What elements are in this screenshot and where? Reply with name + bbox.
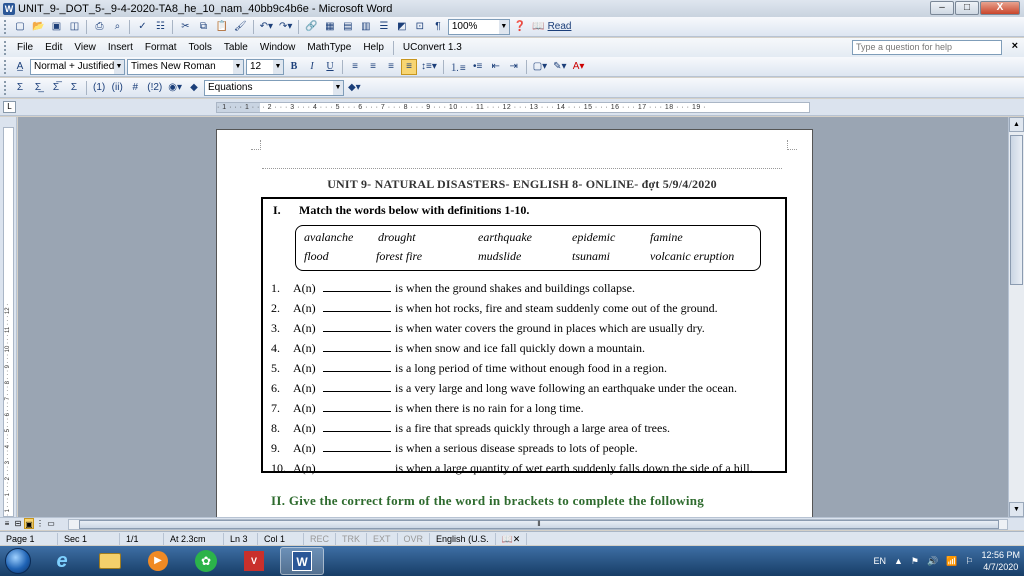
undo-icon[interactable]: ↶▾ xyxy=(259,21,274,32)
status-trk[interactable]: TRK xyxy=(336,533,367,545)
answer-blank[interactable] xyxy=(323,362,391,372)
media-player-icon[interactable]: ▶ xyxy=(136,547,180,575)
vertical-ruler[interactable]: · 1 · · · 1 · · · 2 · · · 3 · · · 4 · · · 5 · · · 6 · · · 7 · · · 8 · · · 9 · · · 10 · · · 11 · · · 12 · xyxy=(3,127,14,517)
paste-icon[interactable]: 📋 xyxy=(215,21,228,32)
font-color-icon[interactable]: A▾ xyxy=(572,61,585,72)
chevron-down-icon: ▼ xyxy=(333,81,343,95)
zoom-select[interactable]: 100% ▼ xyxy=(448,19,510,35)
horizontal-ruler[interactable]: · 1 · · · 1 · · · 2 · · · 3 · · · 4 · · · 5 · · · 6 · · · 7 · · · 8 · · · 9 · · · 10 · · · 11 · · · 12 · · · 13 · · · 14 · · · 15 · · · 16 · · · 17 · · · 18 · · · 19 · xyxy=(216,102,810,113)
spelling-status-icon[interactable]: 📖✕ xyxy=(496,533,528,545)
menu-mathtype[interactable]: MathType xyxy=(307,42,352,53)
sum-box-icon[interactable]: Σ̲ xyxy=(34,82,42,93)
decrease-indent-icon[interactable]: ⇤ xyxy=(491,61,500,72)
mathtype-icon[interactable]: ◉▾ xyxy=(168,82,182,93)
open-folder-icon[interactable]: 📂 xyxy=(32,21,45,32)
app-green-icon[interactable]: ✿ xyxy=(184,547,228,575)
styles-pane-icon[interactable]: A̲ xyxy=(16,61,24,72)
language-indicator[interactable]: EN xyxy=(873,556,886,566)
scroll-down-icon[interactable]: ▼ xyxy=(1009,502,1024,517)
answer-blank[interactable] xyxy=(323,422,391,432)
increase-indent-icon[interactable]: ⇥ xyxy=(509,61,518,72)
bullets-icon[interactable]: •≡ xyxy=(473,61,483,72)
status-line: Ln 3 xyxy=(224,533,258,545)
drawing-icon[interactable]: ◩ xyxy=(397,21,407,32)
update-equation-icon[interactable]: (!2) xyxy=(147,82,163,93)
title-bar xyxy=(0,0,1024,17)
taskbar xyxy=(0,546,1024,576)
sum-outline-icon[interactable]: Σ xyxy=(70,82,78,93)
show-hide-icon[interactable]: ¶ xyxy=(435,21,441,32)
definition-item: 9. A(n) is when a serious disease spreads to lots of people. xyxy=(271,441,638,455)
format-painter-icon[interactable]: 🖌 xyxy=(233,21,247,32)
line-spacing-icon[interactable]: ↕≡▾ xyxy=(421,61,437,72)
answer-blank[interactable] xyxy=(323,442,391,452)
horizontal-scrollbar-thumb[interactable]: ⫴ xyxy=(79,520,999,529)
numbering-icon[interactable]: ⒈≡ xyxy=(449,63,466,74)
toolbar-grip[interactable] xyxy=(4,20,7,34)
align-left-icon[interactable]: ≡ xyxy=(352,61,358,72)
status-at: At 2.3cm xyxy=(164,533,224,545)
answer-blank[interactable] xyxy=(323,462,391,472)
word-bank xyxy=(295,225,761,271)
equations-style-icon[interactable]: ◆ xyxy=(190,82,198,93)
align-right-icon[interactable]: ≡ xyxy=(388,61,394,72)
word-bank-item: mudslide xyxy=(478,249,522,263)
vertical-ruler-bar xyxy=(0,117,17,517)
window-title: UNIT_9-_DOT_5-_9-4-2020-TA8_he_10_nam_40bb9c4b6e - Microsoft Word xyxy=(18,2,393,15)
insert-excel-icon[interactable]: ▥ xyxy=(361,21,371,32)
print-layout-icon[interactable]: ▣ xyxy=(25,520,33,529)
font-size-select[interactable]: 12 ▼ xyxy=(246,59,284,75)
menu-help[interactable]: Help xyxy=(363,42,384,53)
answer-blank[interactable] xyxy=(323,282,391,292)
chevron-down-icon: ▼ xyxy=(273,60,283,74)
definition-item: 4. A(n) is when snow and ice fall quickly down a mountain. xyxy=(271,341,645,355)
menu-format[interactable]: Format xyxy=(144,42,177,53)
volume-icon[interactable]: 🔊 xyxy=(926,555,939,566)
menu-view[interactable]: View xyxy=(74,42,96,53)
definition-item: 5. A(n) is a long period of time without enough food in a region. xyxy=(271,361,667,375)
outline-view-icon[interactable]: ⋮ xyxy=(36,519,44,528)
start-button[interactable] xyxy=(0,546,36,576)
section1-heading: I. Match the words below with definitions 1-10. xyxy=(273,203,530,217)
horizontal-scroll-area xyxy=(0,517,1024,530)
numbering-equation-icon[interactable]: (1) xyxy=(93,82,106,93)
sum-icon[interactable]: Σ xyxy=(16,82,24,93)
word-bank-item: famine xyxy=(650,230,683,244)
answer-blank[interactable] xyxy=(323,302,391,312)
spelling-icon[interactable]: ✓ xyxy=(138,21,147,32)
unikey-icon[interactable]: V xyxy=(232,547,276,575)
horizontal-ruler-bar xyxy=(0,99,1024,116)
clock[interactable]: 12:56 PM 4/7/2020 xyxy=(981,550,1020,572)
scroll-up-icon[interactable]: ▲ xyxy=(1009,117,1024,132)
file-explorer-icon[interactable] xyxy=(88,547,132,575)
new-document-icon[interactable]: ▢ xyxy=(15,21,25,32)
toolbar-grip[interactable] xyxy=(4,60,7,74)
definition-item: 7. A(n) is when there is no rain for a long time. xyxy=(271,401,584,415)
justify-icon[interactable]: ≡ xyxy=(401,59,417,75)
insert-table-icon[interactable]: ▤ xyxy=(343,21,353,32)
equation-hash-icon[interactable]: # xyxy=(132,82,139,93)
definition-item: 3. A(n) is when water covers the ground in places which are usually dry. xyxy=(271,321,705,335)
status-page: Page 1 xyxy=(0,533,58,545)
style-select[interactable]: Normal + Justified ▼ xyxy=(30,59,125,75)
reading-view-icon[interactable]: ▭ xyxy=(47,519,55,528)
internet-explorer-icon[interactable]: e xyxy=(56,549,68,572)
hyperlink-icon[interactable]: 🔗 xyxy=(305,21,318,32)
normal-view-icon[interactable]: ≡ xyxy=(4,519,10,528)
columns-icon[interactable]: ☰ xyxy=(379,21,389,32)
toolbar-grip[interactable] xyxy=(4,81,7,95)
save-icon[interactable]: ▣ xyxy=(51,21,62,32)
insert-equation-ref-icon[interactable]: (ii) xyxy=(111,82,123,93)
chevron-down-icon: ▼ xyxy=(114,60,124,74)
status-language[interactable]: English (U.S. xyxy=(430,533,496,545)
menu-table[interactable]: Table xyxy=(223,42,248,53)
minimize-button[interactable]: – xyxy=(930,1,954,15)
status-ext[interactable]: EXT xyxy=(367,533,398,545)
help-search-input[interactable]: Type a question for help xyxy=(852,40,1002,55)
menu-tools[interactable]: Tools xyxy=(188,42,212,53)
menu-insert[interactable]: Insert xyxy=(107,42,133,53)
document-workspace[interactable] xyxy=(18,117,1008,517)
definition-item: 8. A(n) is a fire that spreads quickly through a large area of trees. xyxy=(271,421,671,435)
border-icon[interactable]: ▢▾ xyxy=(532,61,548,72)
status-pages: 1/1 xyxy=(120,533,164,545)
equation-toolbar xyxy=(0,78,1024,98)
definition-item: 6. A(n) is a very large and long wave following an earthquake under the ocean. xyxy=(271,381,737,395)
answer-blank[interactable] xyxy=(323,342,391,352)
menu-grip[interactable] xyxy=(4,41,7,55)
document-title: UNIT 9- NATURAL DISASTERS- ENGLISH 8- ONLINE- đợt 5/9/4/2020 xyxy=(262,168,782,194)
permission-icon[interactable]: ◫ xyxy=(69,21,80,32)
highlight-icon[interactable]: ✎▾ xyxy=(553,61,567,72)
chevron-down-icon: ▼ xyxy=(499,20,509,34)
definition-list xyxy=(271,281,753,481)
redo-icon[interactable]: ↷▾ xyxy=(279,21,293,32)
horizontal-scrollbar[interactable] xyxy=(68,519,1008,530)
windows-orb-icon xyxy=(5,548,31,574)
answer-blank[interactable] xyxy=(323,382,391,392)
equation-options-icon[interactable]: ◆▾ xyxy=(347,82,361,93)
word-bank-item: tsunami xyxy=(572,249,611,263)
answer-blank[interactable] xyxy=(323,322,391,332)
status-ovr[interactable]: OVR xyxy=(398,533,431,545)
menu-uconvert[interactable]: UConvert 1.3 xyxy=(402,42,462,53)
tables-borders-icon[interactable]: ▦ xyxy=(325,21,335,32)
document-map-icon[interactable]: ⊡ xyxy=(415,21,425,32)
exercise-box xyxy=(261,197,787,473)
system-tray xyxy=(873,546,1020,576)
formatting-toolbar xyxy=(0,57,1024,77)
vertical-scrollbar[interactable] xyxy=(1008,117,1024,517)
maximize-button[interactable]: □ xyxy=(955,1,979,15)
word-bank-item: forest fire xyxy=(376,249,423,263)
word-taskbar-icon[interactable]: W xyxy=(280,547,324,575)
action-center-icon[interactable]: ⚑ xyxy=(910,555,919,566)
section2-heading: II. Give the correct form of the word in brackets to complete the following xyxy=(271,493,705,508)
definition-item: 1. A(n) is when the ground shakes and buildings collapse. xyxy=(271,281,635,295)
word-bank-item: drought xyxy=(378,230,416,244)
definition-item: 2. A(n) is when hot rocks, fire and steam suddenly come out of the ground. xyxy=(271,301,718,315)
word-bank-item: volcanic eruption xyxy=(650,249,735,263)
show-hidden-icons-icon[interactable]: ▲ xyxy=(893,556,903,566)
word-bank-item: avalanche xyxy=(304,230,354,244)
tab-selector[interactable]: L xyxy=(3,101,16,113)
menu-file[interactable]: File xyxy=(17,42,34,53)
menu-window[interactable]: Window xyxy=(259,42,296,53)
definition-item: 10. A(n) is when a large quantity of wet earth suddenly falls down the side of a hill. xyxy=(271,461,753,475)
status-rec[interactable]: REC xyxy=(304,533,336,545)
print-icon[interactable]: ⎙ xyxy=(95,21,104,32)
web-view-icon[interactable]: ⊟ xyxy=(14,519,22,528)
read-button[interactable]: 📖 Read xyxy=(532,21,572,32)
status-section: Sec 1 xyxy=(58,533,120,545)
menu-edit[interactable]: Edit xyxy=(45,42,63,53)
word-bank-item: epidemic xyxy=(572,230,616,244)
research-icon[interactable]: ☷ xyxy=(155,21,165,32)
answer-blank[interactable] xyxy=(323,402,391,412)
standard-toolbar xyxy=(0,17,1024,37)
chevron-down-icon: ▼ xyxy=(233,60,243,74)
bold-button[interactable]: B xyxy=(290,61,298,72)
word-bank-item: earthquake xyxy=(478,230,532,244)
align-center-icon[interactable]: ≡ xyxy=(370,61,376,72)
word-app-icon[interactable]: W xyxy=(4,3,14,14)
cut-icon[interactable]: ✂ xyxy=(181,21,190,32)
word-bank-item: flood xyxy=(304,249,329,263)
help-icon[interactable]: ❓ xyxy=(513,21,527,32)
sum-frame-icon[interactable]: Σ̅ xyxy=(52,82,60,93)
close-document-icon[interactable]: × xyxy=(1011,40,1018,52)
italic-button[interactable]: I xyxy=(310,61,314,72)
flag-icon[interactable]: ⚐ xyxy=(965,555,974,566)
print-preview-icon[interactable]: ⌕ xyxy=(114,21,121,32)
status-bar xyxy=(0,531,1024,545)
network-icon[interactable]: 📶 xyxy=(946,555,958,566)
document-page[interactable] xyxy=(216,129,813,517)
equations-select[interactable]: Equations ▼ xyxy=(204,80,344,96)
copy-icon[interactable]: ⧉ xyxy=(199,21,208,32)
status-column: Col 1 xyxy=(258,533,304,545)
menu-bar xyxy=(0,38,1024,58)
font-select[interactable]: Times New Roman ▼ xyxy=(127,59,244,75)
scrollbar-thumb[interactable] xyxy=(1010,135,1023,285)
underline-button[interactable]: U xyxy=(326,61,334,72)
close-button[interactable]: X xyxy=(980,1,1020,15)
